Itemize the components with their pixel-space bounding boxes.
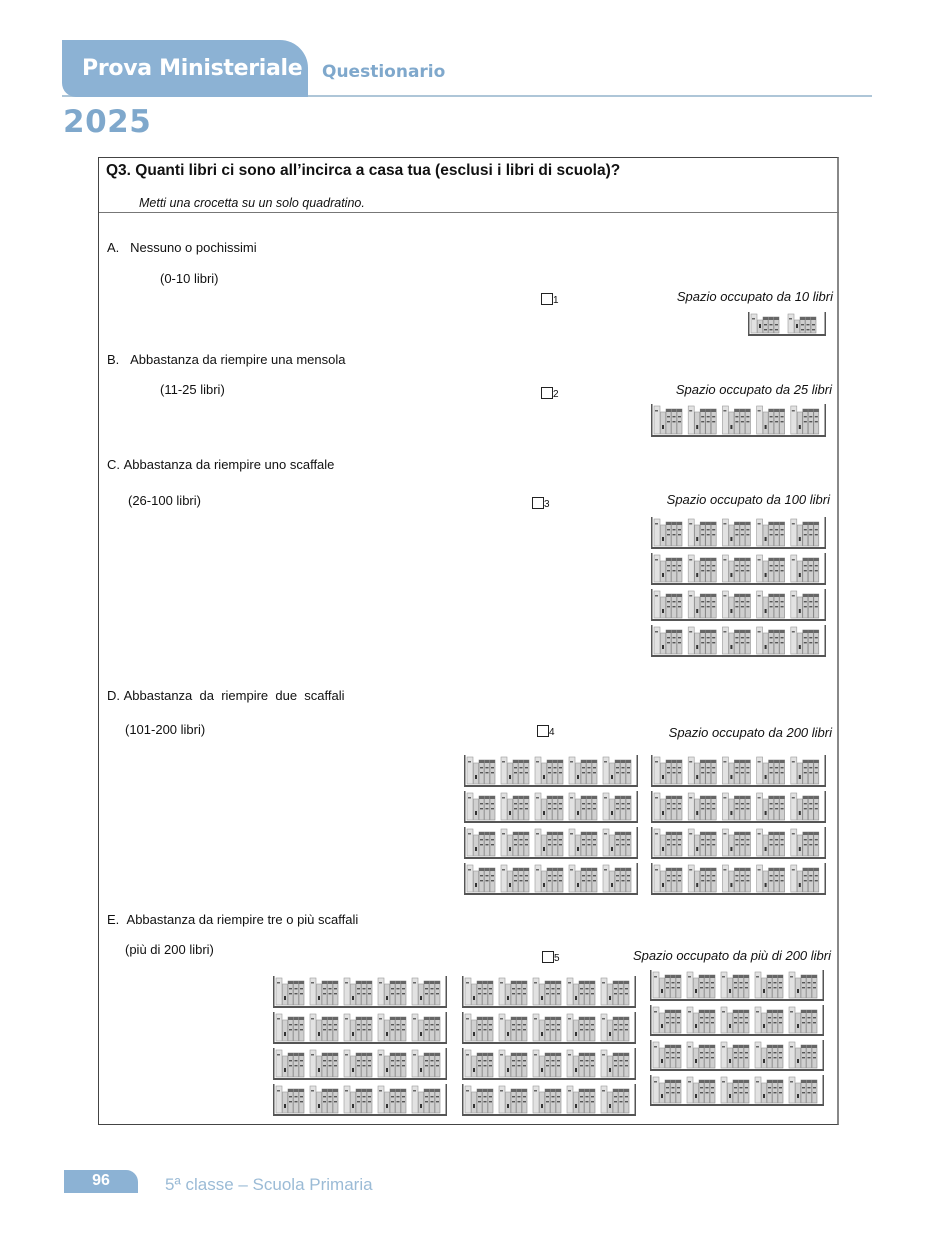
shelf-row: [464, 755, 638, 787]
book-group-icon: [499, 1050, 527, 1077]
book-group-icon: [757, 829, 785, 856]
option-a-range: (0-10 libri): [160, 271, 219, 286]
book-group-icon: [378, 1086, 406, 1113]
book-group-icon: [603, 757, 631, 784]
book-group-icon: [465, 1014, 493, 1041]
book-group-icon: [310, 978, 338, 1005]
question-divider: [99, 212, 839, 213]
book-group-icon: [654, 793, 682, 820]
book-group-icon: [378, 1014, 406, 1041]
option-d-bookshelf-1: [464, 755, 638, 899]
header-tab-title: Prova Ministeriale: [82, 56, 303, 81]
book-group-icon: [603, 865, 631, 892]
book-group-icon: [276, 1050, 304, 1077]
book-group-icon: [533, 1050, 561, 1077]
book-group-icon: [722, 406, 750, 434]
book-group-icon: [687, 972, 715, 998]
bookshelf-icon: [464, 791, 638, 823]
question-title: Q3. Quanti libri ci sono all’incirca a casa tua (esclusi i libri di scuola)?: [106, 162, 621, 179]
book-group-icon: [757, 757, 785, 784]
book-group-icon: [412, 978, 440, 1005]
book-group-icon: [789, 972, 817, 998]
option-e-checkbox[interactable]: [542, 948, 560, 966]
bookshelf-icon: [651, 827, 826, 859]
bookshelf-icon: [651, 517, 826, 549]
book-group-icon: [310, 1050, 338, 1077]
checkbox-number: 2: [553, 389, 559, 400]
option-a-bookshelf: [748, 312, 826, 336]
book-group-icon: [276, 1086, 304, 1113]
book-group-icon: [788, 314, 816, 333]
bookshelf-icon: [273, 1012, 447, 1044]
book-group-icon: [535, 757, 563, 784]
option-letter: A.: [107, 240, 120, 255]
book-group-icon: [755, 1007, 783, 1033]
book-group-icon: [687, 1042, 715, 1068]
book-group-icon: [501, 865, 529, 892]
book-group-icon: [789, 1077, 817, 1103]
header-year: 2025: [63, 104, 152, 140]
bookshelf-icon: [273, 1048, 447, 1080]
option-d-checkbox[interactable]: [537, 722, 555, 740]
bookshelf-icon: [464, 755, 638, 787]
book-group-icon: [687, 1007, 715, 1033]
page-number: 96: [92, 1172, 110, 1189]
book-group-icon: [653, 972, 681, 998]
bookshelf-icon: [462, 1084, 636, 1116]
shelf-row: [651, 589, 826, 621]
book-group-icon: [722, 519, 750, 546]
option-d-bookshelf-2: [651, 755, 826, 899]
book-group-icon: [465, 978, 493, 1005]
shelf-row: [650, 1005, 824, 1036]
shelf-row: [748, 312, 826, 336]
shelf-row: [650, 1040, 824, 1071]
bookshelf-icon: [650, 970, 824, 1001]
book-group-icon: [499, 1014, 527, 1041]
book-group-icon: [467, 865, 495, 892]
checkbox-square[interactable]: [541, 293, 553, 305]
checkbox-number: 1: [553, 295, 559, 306]
book-group-icon: [688, 757, 716, 784]
book-group-icon: [601, 1086, 629, 1113]
book-group-icon: [688, 591, 716, 618]
book-group-icon: [533, 978, 561, 1005]
book-group-icon: [501, 793, 529, 820]
book-group-icon: [569, 829, 597, 856]
option-letter: E.: [107, 912, 120, 927]
book-group-icon: [654, 757, 682, 784]
checkbox-square[interactable]: [537, 725, 549, 737]
option-c-bookshelf: [651, 517, 826, 661]
bookshelf-icon: [651, 791, 826, 823]
book-group-icon: [535, 829, 563, 856]
book-group-icon: [601, 978, 629, 1005]
book-group-icon: [412, 1086, 440, 1113]
book-group-icon: [499, 1086, 527, 1113]
shelf-row: [273, 976, 447, 1008]
book-group-icon: [603, 829, 631, 856]
book-group-icon: [501, 757, 529, 784]
option-b-checkbox[interactable]: [541, 384, 559, 402]
book-group-icon: [791, 555, 819, 582]
book-group-icon: [722, 865, 750, 892]
book-group-icon: [567, 1014, 595, 1041]
book-group-icon: [569, 865, 597, 892]
option-letter: B.: [107, 352, 120, 367]
option-text: Abbastanza da riempire uno scaffale: [123, 457, 335, 472]
book-group-icon: [688, 829, 716, 856]
option-d-range: (101-200 libri): [125, 722, 206, 737]
bookshelf-icon: [748, 312, 826, 336]
shelf-row: [651, 827, 826, 859]
book-group-icon: [722, 793, 750, 820]
book-group-icon: [344, 978, 372, 1005]
book-group-icon: [601, 1050, 629, 1077]
book-group-icon: [310, 1014, 338, 1041]
option-c-label: [107, 457, 334, 472]
book-group-icon: [654, 829, 682, 856]
book-group-icon: [465, 1086, 493, 1113]
book-group-icon: [721, 1077, 749, 1103]
option-b-bookshelf: [651, 404, 826, 437]
shelf-row: [464, 863, 638, 895]
option-e-bookshelf-3: [650, 970, 824, 1110]
book-group-icon: [654, 519, 682, 546]
book-group-icon: [757, 555, 785, 582]
book-group-icon: [378, 978, 406, 1005]
bookshelf-icon: [464, 863, 638, 895]
book-group-icon: [535, 865, 563, 892]
book-group-icon: [653, 1007, 681, 1033]
option-a-space-caption: Spazio occupato da 10 libri: [676, 289, 833, 304]
shelf-row: [651, 791, 826, 823]
bookshelf-icon: [462, 1048, 636, 1080]
book-group-icon: [688, 519, 716, 546]
option-c-checkbox[interactable]: [532, 494, 550, 512]
checkbox-number: 4: [549, 727, 555, 738]
shelf-row: [462, 1084, 636, 1116]
book-group-icon: [688, 865, 716, 892]
book-group-icon: [755, 972, 783, 998]
book-group-icon: [789, 1007, 817, 1033]
book-group-icon: [654, 865, 682, 892]
book-group-icon: [791, 757, 819, 784]
book-group-icon: [653, 1077, 681, 1103]
book-group-icon: [688, 793, 716, 820]
book-group-icon: [535, 793, 563, 820]
book-group-icon: [751, 314, 779, 333]
book-group-icon: [276, 1014, 304, 1041]
book-group-icon: [533, 1014, 561, 1041]
book-group-icon: [412, 1050, 440, 1077]
book-group-icon: [344, 1014, 372, 1041]
shelf-row: [462, 1012, 636, 1044]
shelf-row: [651, 404, 826, 437]
book-group-icon: [567, 1050, 595, 1077]
book-group-icon: [757, 865, 785, 892]
book-group-icon: [721, 1042, 749, 1068]
book-group-icon: [757, 406, 785, 434]
book-group-icon: [654, 627, 682, 654]
option-letter: C.: [107, 457, 120, 472]
book-group-icon: [567, 1086, 595, 1113]
shelf-row: [651, 755, 826, 787]
book-group-icon: [688, 406, 716, 434]
book-group-icon: [569, 793, 597, 820]
option-b-range: (11-25 libri): [160, 382, 225, 397]
book-group-icon: [533, 1086, 561, 1113]
book-group-icon: [722, 757, 750, 784]
bookshelf-icon: [462, 1012, 636, 1044]
option-e-bookshelf-1: [273, 976, 447, 1120]
book-group-icon: [653, 1042, 681, 1068]
shelf-row: [651, 553, 826, 585]
book-group-icon: [601, 1014, 629, 1041]
book-group-icon: [722, 627, 750, 654]
book-group-icon: [755, 1042, 783, 1068]
bookshelf-icon: [650, 1005, 824, 1036]
book-group-icon: [654, 555, 682, 582]
checkbox-square[interactable]: [532, 497, 544, 509]
book-group-icon: [467, 793, 495, 820]
option-e-label: [107, 912, 358, 927]
option-text: Abbastanza da riempire due scaffali: [123, 688, 345, 703]
option-e-space-caption: Spazio occupato da più di 200 libri: [632, 948, 831, 963]
book-group-icon: [789, 1042, 817, 1068]
bookshelf-icon: [651, 589, 826, 621]
book-group-icon: [465, 1050, 493, 1077]
bookshelf-icon: [462, 976, 636, 1008]
bookshelf-icon: [651, 404, 826, 437]
shelf-row: [651, 863, 826, 895]
book-group-icon: [412, 1014, 440, 1041]
shelf-row: [651, 625, 826, 657]
book-group-icon: [757, 519, 785, 546]
book-group-icon: [721, 1007, 749, 1033]
book-group-icon: [721, 972, 749, 998]
book-group-icon: [791, 406, 819, 434]
option-a-checkbox[interactable]: [541, 290, 559, 308]
book-group-icon: [791, 865, 819, 892]
book-group-icon: [791, 627, 819, 654]
bookshelf-icon: [651, 553, 826, 585]
checkbox-square[interactable]: [541, 387, 553, 399]
shelf-row: [462, 1048, 636, 1080]
shelf-row: [273, 1048, 447, 1080]
book-group-icon: [688, 555, 716, 582]
option-b-space-caption: Spazio occupato da 25 libri: [675, 382, 832, 397]
option-e-bookshelf-2: [462, 976, 636, 1120]
book-group-icon: [276, 978, 304, 1005]
book-group-icon: [567, 978, 595, 1005]
shelf-row: [464, 827, 638, 859]
book-group-icon: [791, 519, 819, 546]
book-group-icon: [722, 591, 750, 618]
shelf-row: [273, 1012, 447, 1044]
book-group-icon: [654, 591, 682, 618]
bookshelf-icon: [464, 827, 638, 859]
bookshelf-icon: [650, 1040, 824, 1071]
bookshelf-icon: [650, 1075, 824, 1106]
book-group-icon: [569, 757, 597, 784]
book-group-icon: [467, 757, 495, 784]
book-group-icon: [791, 591, 819, 618]
book-group-icon: [755, 1077, 783, 1103]
shelf-row: [650, 970, 824, 1001]
footer-text: 5ª classe – Scuola Primaria: [165, 1175, 373, 1194]
option-a-label: [107, 240, 257, 255]
book-group-icon: [688, 627, 716, 654]
checkbox-square[interactable]: [542, 951, 554, 963]
book-group-icon: [687, 1077, 715, 1103]
book-group-icon: [344, 1050, 372, 1077]
shelf-row: [464, 791, 638, 823]
bookshelf-icon: [651, 755, 826, 787]
option-b-label: [107, 352, 346, 367]
bookshelf-icon: [651, 625, 826, 657]
bookshelf-icon: [651, 863, 826, 895]
option-c-range: (26-100 libri): [128, 493, 201, 508]
option-text: Nessuno o pochissimi: [130, 240, 257, 255]
shelf-row: [462, 976, 636, 1008]
shelf-row: [650, 1075, 824, 1106]
book-group-icon: [501, 829, 529, 856]
bookshelf-icon: [273, 1084, 447, 1116]
book-group-icon: [499, 978, 527, 1005]
book-group-icon: [757, 627, 785, 654]
book-group-icon: [344, 1086, 372, 1113]
bookshelf-icon: [273, 976, 447, 1008]
shelf-row: [273, 1084, 447, 1116]
book-group-icon: [378, 1050, 406, 1077]
option-e-range: (più di 200 libri): [125, 942, 214, 957]
option-letter: D.: [107, 688, 120, 703]
book-group-icon: [791, 793, 819, 820]
option-d-label: [107, 688, 345, 703]
book-group-icon: [722, 829, 750, 856]
book-group-icon: [722, 555, 750, 582]
book-group-icon: [791, 829, 819, 856]
checkbox-number: 5: [554, 953, 560, 964]
option-text: Abbastanza da riempire tre o più scaffali: [126, 912, 359, 927]
book-group-icon: [467, 829, 495, 856]
question-instruction: Metti una crocetta su un solo quadratino.: [139, 196, 365, 210]
option-c-space-caption: Spazio occupato da 100 libri: [666, 492, 830, 507]
shelf-row: [651, 517, 826, 549]
book-group-icon: [654, 406, 682, 434]
book-group-icon: [310, 1086, 338, 1113]
header-section-title: Questionario: [322, 62, 446, 82]
book-group-icon: [757, 591, 785, 618]
checkbox-number: 3: [544, 499, 550, 510]
book-group-icon: [757, 793, 785, 820]
option-text: Abbastanza da riempire una mensola: [130, 352, 346, 367]
book-group-icon: [603, 793, 631, 820]
option-d-space-caption: Spazio occupato da 200 libri: [668, 725, 832, 740]
